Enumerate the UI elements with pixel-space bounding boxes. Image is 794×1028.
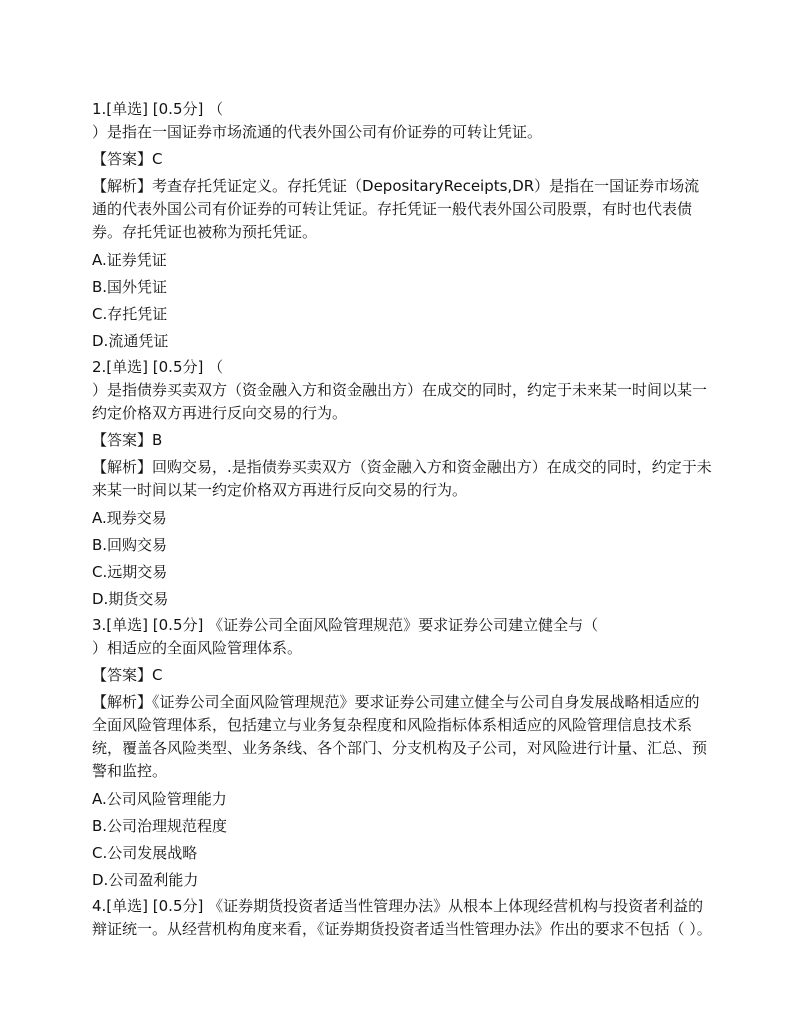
answer-label: 【答案】 xyxy=(92,666,153,684)
question-2-stem xyxy=(92,356,712,425)
question-2-answer xyxy=(92,429,712,452)
question-3-stem-rest: ）相适应的全面风险管理体系。 xyxy=(92,639,303,657)
question-1-stem-rest: ）是指在一国证券市场流通的代表外国公司有价证券的可转让凭证。 xyxy=(92,123,543,141)
question-3 xyxy=(92,614,712,892)
question-1-answer xyxy=(92,148,712,171)
question-4 xyxy=(92,895,712,941)
question-3-analysis xyxy=(92,691,712,783)
question-3-option-c: C.公司发展战略 xyxy=(92,844,198,862)
answer-value: B xyxy=(152,431,163,449)
question-2-option-a: A.现券交易 xyxy=(92,509,167,527)
question-2-option-c: C.远期交易 xyxy=(92,563,168,581)
question-3-option-a: A.公司风险管理能力 xyxy=(92,790,227,808)
question-2-option-d: D.期货交易 xyxy=(92,590,169,608)
question-1-option-c: C.存托凭证 xyxy=(92,305,168,323)
answer-label: 【答案】 xyxy=(92,431,153,449)
analysis-label: 【解析】 xyxy=(92,693,153,711)
question-1 xyxy=(92,98,712,353)
analysis-label: 【解析】 xyxy=(92,458,153,476)
answer-label: 【答案】 xyxy=(92,150,153,168)
analysis-text: 考查存托凭证定义。存托凭证（DepositaryReceipts,DR）是指在一国证券市场流通的代表外国公司有价证券的可转让凭证。存托凭证一般代表外国公司股票，有时也代表债券。存托凭证也被称为预托凭证。 xyxy=(92,177,700,241)
question-2 xyxy=(92,356,712,611)
question-1-option-a: A.证券凭证 xyxy=(92,251,167,269)
question-3-option-d: D.公司盈利能力 xyxy=(92,871,199,889)
analysis-text: 《证券公司全面风险管理规范》要求证券公司建立健全与公司自身发展战略相适应的全面风险管理体系，包括建立与业务复杂程度和风险指标体系相适应的风险管理信息技术系统，覆盖各风险类型、业务条线、各个部门、分支机构及子公司，对风险进行计量、汇总、预警和监控。 xyxy=(92,693,708,780)
question-2-stem-prefix: 2.[单选] [0.5分] （ xyxy=(92,358,224,376)
question-1-option-d: D.流通凭证 xyxy=(92,332,169,350)
question-2-option-b: B.回购交易 xyxy=(92,536,168,554)
question-4-stem: 4.[单选] [0.5分] 《证券期货投资者适当性管理办法》从根本上体现经营机构与投资者利益的辩证统一。从经营机构角度来看，《证券期货投资者适当性管理办法》作出的要求不包括（ ）。 xyxy=(92,897,712,938)
question-2-analysis xyxy=(92,456,712,502)
question-3-stem-prefix: 3.[单选] [0.5分] 《证券公司全面风险管理规范》要求证券公司建立健全与（ xyxy=(92,616,599,634)
question-3-stem xyxy=(92,614,712,660)
question-3-option-b: B.公司治理规范程度 xyxy=(92,817,228,835)
question-1-analysis xyxy=(92,175,712,244)
question-1-stem xyxy=(92,98,712,144)
question-2-stem-rest: ）是指债券买卖双方（资金融入方和资金融出方）在成交的同时，约定于未来某一时间以某一约定价格双方再进行反向交易的行为。 xyxy=(92,381,708,422)
question-1-stem-prefix: 1.[单选] [0.5分] （ xyxy=(92,100,224,118)
answer-value: C xyxy=(152,666,163,684)
question-3-answer xyxy=(92,664,712,687)
question-1-option-b: B.国外凭证 xyxy=(92,278,168,296)
document-page xyxy=(92,98,712,945)
analysis-label: 【解析】 xyxy=(92,177,153,195)
answer-value: C xyxy=(152,150,163,168)
analysis-text: 回购交易，.是指债券买卖双方（资金融入方和资金融出方）在成交的同时，约定于未来某一时间以某一约定价格双方再进行反向交易的行为。 xyxy=(92,458,712,499)
